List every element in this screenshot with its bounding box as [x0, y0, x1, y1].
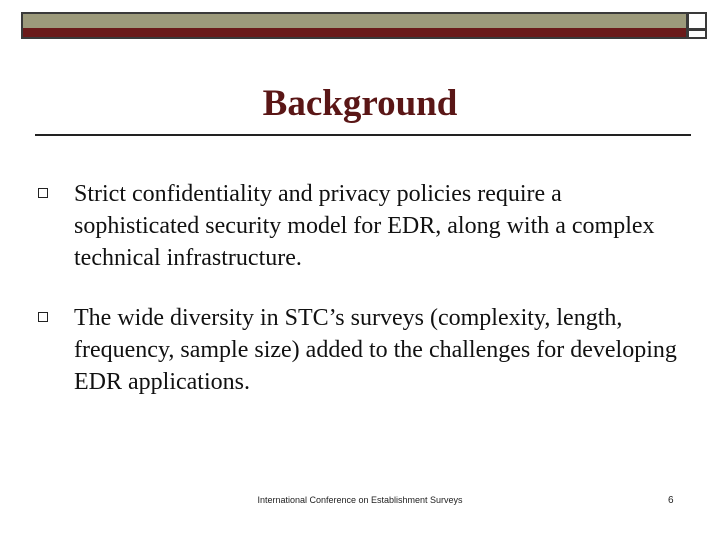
slide-title — [0, 82, 720, 125]
top-corner-box — [687, 12, 707, 39]
top-decorative-bar — [21, 12, 688, 39]
hollow-square-bullet-icon — [38, 312, 48, 322]
bullet-text: The wide diversity in STC’s surveys (complexity, length, frequency, sample size) added to the challenges for developing EDR applications. — [74, 305, 677, 395]
bullet-item — [38, 302, 678, 398]
title-underline — [35, 134, 691, 136]
footer-text: International Conference on Establishment Surveys — [257, 495, 463, 505]
bullet-text: Strict confidentiality and privacy policies require a sophisticated security model for EDR, along with a complex technical infrastructure. — [74, 181, 655, 271]
page-number: 6 — [668, 495, 674, 506]
bullet-list — [38, 178, 678, 426]
corner-box-stripe — [689, 28, 705, 31]
top-bar-maroon-band — [23, 28, 686, 37]
hollow-square-bullet-icon — [38, 188, 48, 198]
bullet-item — [38, 178, 678, 274]
slide-title-text: Background — [262, 83, 458, 124]
